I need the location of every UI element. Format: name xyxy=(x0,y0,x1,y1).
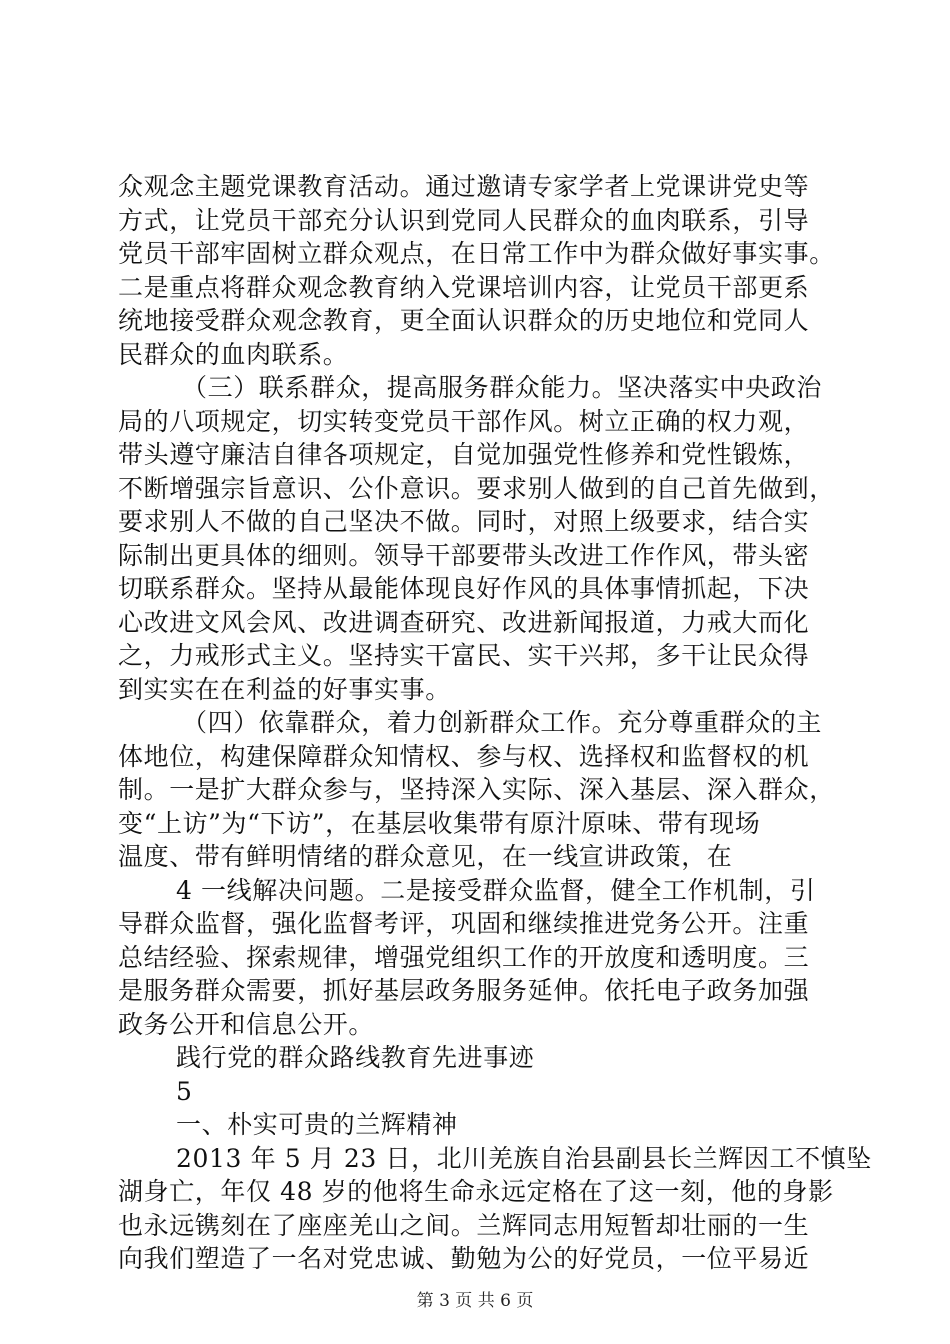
text-line: 是服务群众需要，抓好基层政务服务延伸。依托电子政务加强 xyxy=(118,976,810,1005)
page-footer xyxy=(0,1286,950,1311)
section-heading-line: （四）依靠群众，着力创新群众工作。充分尊重群众的主 xyxy=(182,708,823,737)
text-line: 4 一线解决问题。二是接受群众监督，健全工作机制，引 xyxy=(176,875,816,905)
text-line: 方式，让党员干部充分认识到党同人民群众的血肉联系，引导 xyxy=(118,205,810,235)
text-line: 统地接受群众观念教育，更全面认识群众的历史地位和党同人 xyxy=(118,306,810,335)
text-line: 制。一是扩大群众参与，坚持深入实际、深入基层、深入群众， xyxy=(118,775,835,804)
text-line: 局的八项规定，切实转变党员干部作风。树立正确的权力观， xyxy=(118,406,810,436)
text-line: 导群众监督，强化监督考评，巩固和继续推进党务公开。注重 xyxy=(118,909,810,938)
text-line: 政务公开和信息公开。 xyxy=(118,1009,375,1039)
section-heading-line: （三）联系群众，提高服务群众能力。坚决落实中央政治 xyxy=(182,373,823,402)
text-line: 温度、带有鲜明情绪的群众意见，在一线宣讲政策，在 xyxy=(118,842,733,871)
text-line: 际制出更具体的细则。领导干部要带头改进工作作风，带头密 xyxy=(118,540,810,570)
text-line: 总结经验、探索规律，增强党组织工作的开放度和透明度。三 xyxy=(118,942,810,972)
text-line: 也永远镌刻在了座座羌山之间。兰辉同志用短暂却壮丽的一生 xyxy=(118,1210,810,1240)
text-line: 湖身亡，年仅 48 岁的他将生命永远定格在了这一刻，他的身影 xyxy=(118,1177,834,1206)
text-line: 切联系群众。坚持从最能体现良好作风的具体事情抓起，下决 xyxy=(118,574,810,603)
text-line: 之，力戒形式主义。坚持实干富民、实干兴邦，多干让民众得 xyxy=(118,641,810,670)
text-line: 党员干部牢固树立群众观点，在日常工作中为群众做好事实事。 xyxy=(118,239,835,268)
article-number: 5 xyxy=(176,1076,193,1106)
text-line: 变“上访”为“下访”，在基层收集带有原汁原味、带有现场 xyxy=(118,808,761,838)
text-line: 要求别人不做的自己坚决不做。同时，对照上级要求，结合实 xyxy=(118,507,810,536)
text-line: 向我们塑造了一名对党忠诚、勤勉为公的好党员，一位平易近 xyxy=(118,1244,810,1273)
text-line: 众观念主题党课教育活动。通过邀请专家学者上党课讲党史等 xyxy=(118,172,810,201)
subsection-heading: 一、朴实可贵的兰辉精神 xyxy=(176,1110,458,1139)
text-line: 体地位，构建保障群众知情权、参与权、选择权和监督权的机 xyxy=(118,741,810,771)
text-line: 2013 年 5 月 23 日，北川羌族自治县副县长兰辉因工不慎坠 xyxy=(176,1143,872,1173)
body-text xyxy=(118,170,872,1276)
text-line: 民群众的血肉联系。 xyxy=(118,339,349,369)
text-line: 带头遵守廉洁自律各项规定，自觉加强党性修养和党性锻炼， xyxy=(118,440,810,469)
text-line: 二是重点将群众观念教育纳入党课培训内容，让党员干部更系 xyxy=(118,272,810,302)
text-line: 到实实在在利益的好事实事。 xyxy=(118,674,451,704)
text-line: 不断增强宗旨意识、公仆意识。要求别人做到的自己首先做到， xyxy=(118,473,835,503)
text-line: 心改进文风会风、改进调查研究、改进新闻报道，力戒大而化 xyxy=(118,607,810,637)
article-title: 践行党的群众路线教育先进事迹 xyxy=(176,1043,535,1072)
page-number-label: 第 3 页 共 6 页 xyxy=(416,1291,534,1311)
